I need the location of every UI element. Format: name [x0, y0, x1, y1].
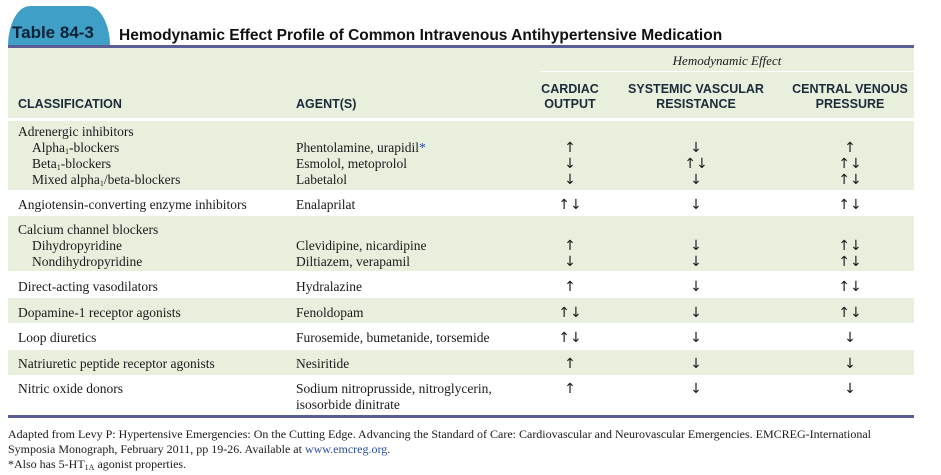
- row-mixed-cvp: ↑↓: [838, 172, 862, 188]
- row-nitric-label: Nitric oxide donors: [18, 381, 123, 396]
- row-direct-agent: Hydralazine: [296, 279, 362, 294]
- row-ace-agent: Enalaprilat: [296, 197, 356, 212]
- row-dhp-svr: ↓: [690, 238, 702, 254]
- row-natri-co: ↑: [564, 356, 576, 372]
- col-cvp: [776, 82, 924, 112]
- col-cvp-line1: CENTRAL VENOUS: [792, 82, 908, 96]
- row-alpha1-svr: ↓: [690, 140, 702, 156]
- row-nitric-svr: ↓: [690, 381, 702, 397]
- row-dopa-agent: Fenoldopam: [296, 305, 364, 320]
- row-alpha1-agent: Phentolamine, urapidil*: [296, 140, 426, 155]
- row-dopa-co: ↑↓: [558, 305, 582, 321]
- footnote-source-line2: Symposia Monograph, February 2011, pp 19-26. Available at www.emcreg.org.: [8, 442, 391, 456]
- row-dhp-cvp: ↑↓: [838, 238, 862, 254]
- col-svr: [616, 82, 776, 112]
- col-cardiac-output-line2: OUTPUT: [544, 97, 596, 111]
- row-beta1-cvp: ↑↓: [838, 156, 862, 172]
- row-nitric-agent-line1: Sodium nitroprusside, nitroglycerin,: [296, 381, 492, 396]
- row-ace-svr: ↓: [690, 197, 702, 213]
- row-mixed-co: ↓: [564, 172, 576, 188]
- row-mixed-label: Mixed alpha$_1$/beta-blockers: [32, 172, 181, 188]
- row-nitric-co: ↑: [564, 381, 576, 397]
- row-dopa-svr: ↓: [690, 305, 702, 321]
- col-cardiac-output-line1: CARDIAC: [541, 82, 599, 96]
- bottom-rule: [8, 415, 914, 418]
- row-nitric-agent-line2: isosorbide dinitrate: [296, 397, 400, 412]
- footnote-source-line1: Adapted from Levy P: Hypertensive Emergencies: On the Cutting Edge. Advancing the Standard of Care: Cardiovascular and Neurovascular Emergencies. EMCREG-International: [8, 427, 871, 441]
- row-loop-svr: ↓: [690, 330, 702, 346]
- row-loop-agent: Furosemide, bumetanide, torsemide: [296, 330, 490, 345]
- footnote-asterisk: *Also has $5-HT_{1A}$ agonist properties.: [8, 457, 187, 472]
- col-classification: CLASSIFICATION: [18, 97, 122, 111]
- col-cardiac-output: [520, 82, 620, 112]
- row-ace-label: Angiotensin-converting enzyme inhibitors: [18, 197, 247, 212]
- row-ndhp-agent: Diltiazem, verapamil: [296, 254, 410, 269]
- row-loop-cvp: ↓: [844, 330, 856, 346]
- row-ndhp-co: ↓: [564, 254, 576, 270]
- row-adrenergic-label: Adrenergic inhibitors: [18, 124, 134, 139]
- row-ndhp-cvp: ↑↓: [838, 254, 862, 270]
- row-beta1-svr: ↑↓: [684, 156, 708, 172]
- row-ace-co: ↑↓: [558, 197, 582, 213]
- row-loop-co: ↑↓: [558, 330, 582, 346]
- row-mixed-agent: Labetalol: [296, 172, 347, 187]
- row-direct-label: Direct-acting vasodilators: [18, 279, 158, 294]
- row-beta1-co: ↓: [564, 156, 576, 172]
- row-alpha1-cvp: ↑: [844, 140, 856, 156]
- row-direct-svr: ↓: [690, 279, 702, 295]
- row-dopa-cvp: ↑↓: [838, 305, 862, 321]
- col-agents: AGENT(S): [296, 97, 357, 111]
- col-svr-line1: SYSTEMIC VASCULAR: [628, 82, 764, 96]
- row-ndhp-label: Nondihydropyridine: [32, 254, 143, 269]
- row-alpha1-label: Alpha$_1$-blockers: [32, 140, 120, 156]
- table-title: Hemodynamic Effect Profile of Common Intravenous Antihypertensive Medication: [119, 27, 723, 44]
- row-alpha1-co: ↑: [564, 140, 576, 156]
- hemodynamic-effect-header: Hemodynamic Effect: [672, 53, 782, 68]
- table-label: Table 84-3: [12, 23, 94, 42]
- row-dhp-co: ↑: [564, 238, 576, 254]
- row-natri-label: Natriuretic peptide receptor agonists: [18, 356, 215, 371]
- row-ace-cvp: ↑↓: [838, 197, 862, 213]
- row-beta1-label: Beta$_1$-blockers: [32, 156, 111, 172]
- row-ccb-label: Calcium channel blockers: [18, 222, 159, 237]
- row-loop-label: Loop diuretics: [18, 330, 97, 345]
- group-divider: [540, 71, 914, 72]
- row-natri-agent: Nesiritide: [296, 356, 350, 371]
- row-direct-co: ↑: [564, 279, 576, 295]
- emcreg-link[interactable]: www.emcreg.org: [304, 442, 388, 456]
- row-nitric-cvp: ↓: [844, 381, 856, 397]
- row-dhp-agent: Clevidipine, nicardipine: [296, 238, 427, 253]
- row-mixed-svr: ↓: [690, 172, 702, 188]
- row-dhp-label: Dihydropyridine: [32, 238, 122, 253]
- col-svr-line2: RESISTANCE: [656, 97, 736, 111]
- row-natri-svr: ↓: [690, 356, 702, 372]
- row-direct-cvp: ↑↓: [838, 279, 862, 295]
- row-dopa-label: Dopamine-1 receptor agonists: [18, 305, 181, 320]
- col-cvp-line2: PRESSURE: [815, 97, 885, 111]
- row-beta1-agent: Esmolol, metoprolol: [296, 156, 407, 171]
- row-natri-cvp: ↓: [844, 356, 856, 372]
- row-ndhp-svr: ↓: [690, 254, 702, 270]
